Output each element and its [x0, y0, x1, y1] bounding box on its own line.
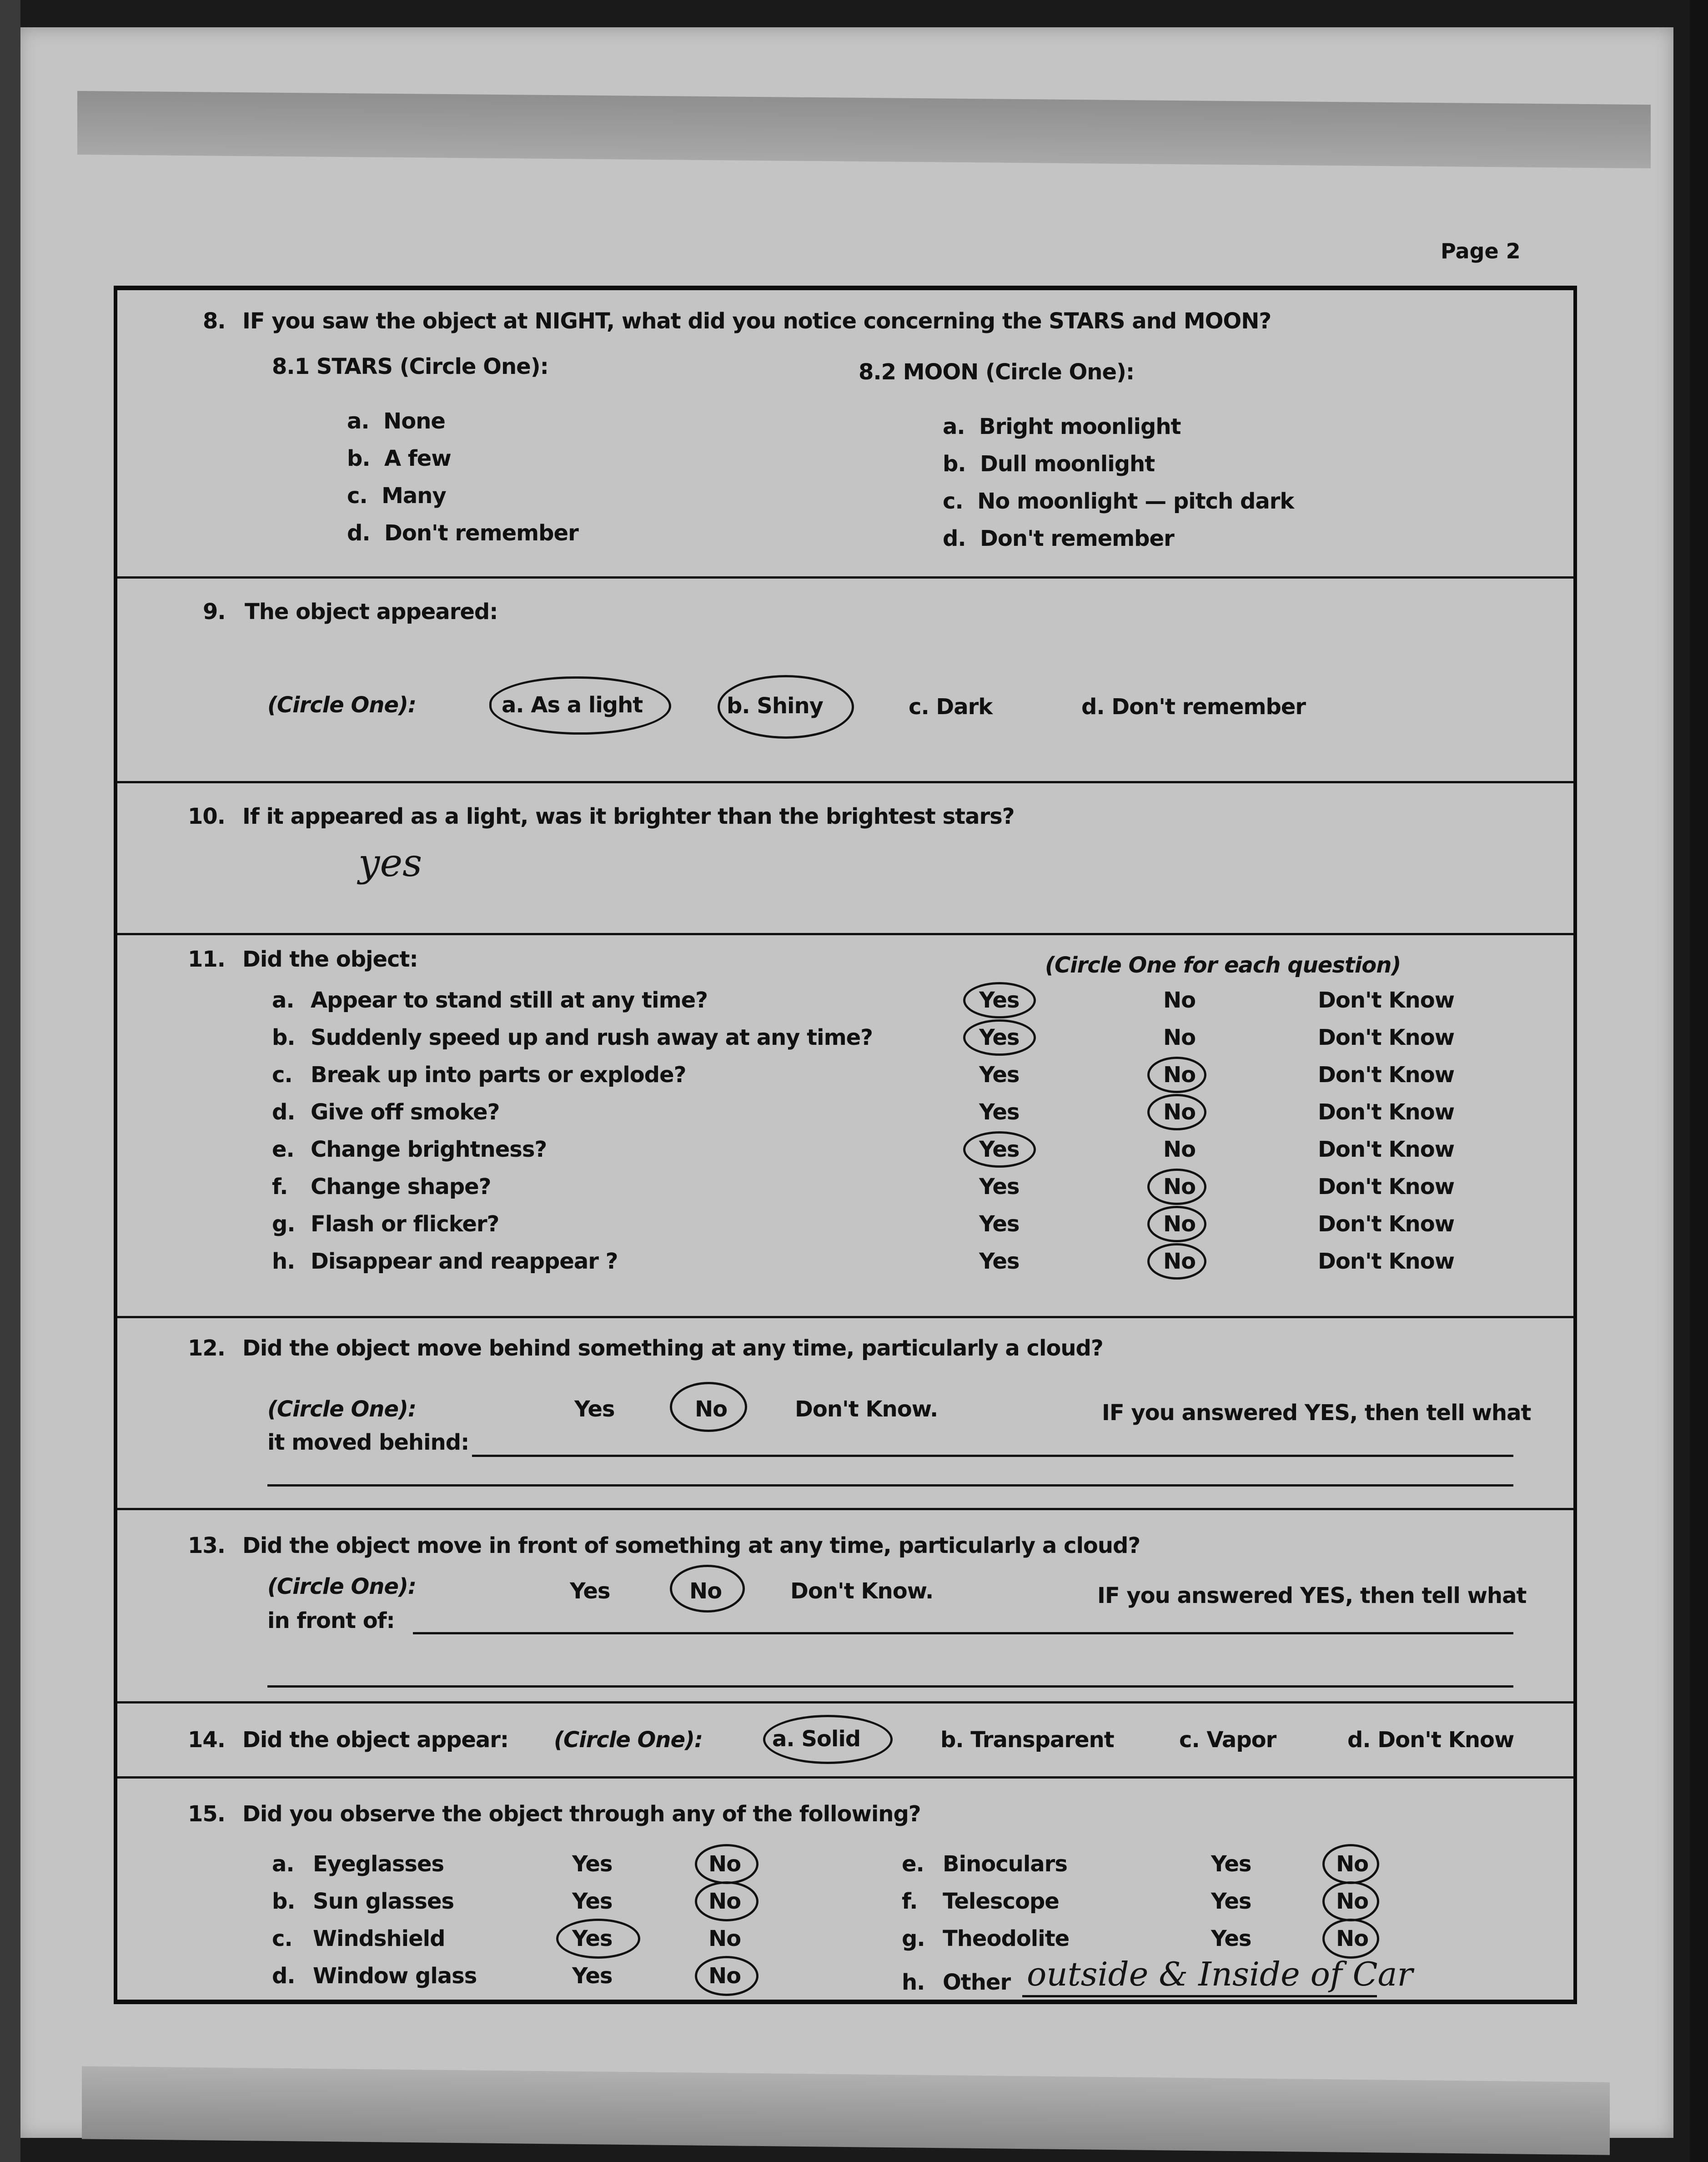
q15-item-label: Binoculars — [943, 1851, 1067, 1877]
q15-choice-no[interactable]: No — [1336, 1926, 1369, 1951]
q12-instruction: (Circle One): — [267, 1396, 417, 1422]
q11-item-question: Change shape? — [311, 1174, 491, 1199]
option-letter: d. — [347, 520, 370, 546]
q15-item-label: Windshield — [313, 1926, 445, 1951]
q15-choice-yes[interactable]: Yes — [1211, 1926, 1251, 1951]
q11-instruction: (Circle One for each question) — [1045, 952, 1401, 978]
q14-option-b[interactable]: b. Transparent — [940, 1727, 1114, 1753]
q9-option-b[interactable]: b. Shiny — [727, 693, 823, 719]
question-14-section — [117, 1703, 1573, 1779]
q13-choice-dont-know[interactable]: Don't Know. — [790, 1578, 934, 1604]
q11-choice-no[interactable]: No — [1163, 988, 1196, 1013]
q13-answer-line-2[interactable] — [267, 1685, 1513, 1688]
q11-item-letter: h. — [272, 1249, 295, 1274]
q12-choice-no[interactable]: No — [695, 1396, 728, 1422]
q11-choice-yes[interactable]: Yes — [979, 1099, 1020, 1125]
q11-question: Did the object: — [242, 947, 418, 972]
q13-choice-yes[interactable]: Yes — [570, 1578, 610, 1604]
q15-item-letter: g. — [902, 1926, 925, 1951]
scan-shadow-bottom — [82, 2066, 1610, 2155]
q15-item-letter: c. — [272, 1926, 292, 1951]
q11-item-question: Disappear and reappear ? — [311, 1249, 618, 1274]
q10-number: 10. — [188, 804, 226, 829]
q11-choice-yes[interactable]: Yes — [979, 1137, 1020, 1162]
q15-choice-yes[interactable]: Yes — [572, 1889, 613, 1914]
q9-option-d[interactable]: d. Don't remember — [1081, 694, 1306, 720]
option-text: Bright moonlight — [979, 414, 1181, 439]
q11-item-question: Suddenly speed up and rush away at any time? — [311, 1025, 873, 1050]
question-12-section — [117, 1318, 1573, 1510]
option-letter: b. — [943, 451, 966, 477]
q11-choice-dont-know[interactable]: Don't Know — [1318, 1137, 1455, 1162]
scan-edge-left — [0, 0, 20, 2162]
stars-option-c[interactable] — [347, 483, 446, 509]
q11-item-question: Appear to stand still at any time? — [311, 988, 708, 1013]
q14-option-c[interactable]: c. Vapor — [1179, 1727, 1276, 1753]
q8-number: 8. — [203, 308, 226, 334]
q15-choice-no[interactable]: No — [708, 1889, 741, 1914]
moon-option-a[interactable] — [943, 414, 1181, 439]
q14-option-d[interactable]: d. Don't Know — [1347, 1727, 1514, 1753]
q11-number: 11. — [188, 947, 226, 972]
q13-choice-no[interactable]: No — [689, 1578, 722, 1604]
question-13-section — [117, 1510, 1573, 1703]
q15-other-line — [1022, 1995, 1377, 1997]
q10-answer[interactable]: yes — [358, 841, 422, 885]
q11-choice-no[interactable]: No — [1163, 1062, 1196, 1088]
q11-choice-dont-know[interactable]: Don't Know — [1318, 1249, 1455, 1274]
q15-item-letter: b. — [272, 1889, 295, 1914]
q15-choice-yes[interactable]: Yes — [1211, 1851, 1251, 1877]
q11-item-letter: b. — [272, 1025, 295, 1050]
question-8-section — [117, 290, 1573, 579]
q8-question: IF you saw the object at NIGHT, what did you notice concerning the STARS and MOON? — [242, 308, 1271, 334]
q11-choice-dont-know[interactable]: Don't Know — [1318, 1099, 1455, 1125]
q11-choice-dont-know[interactable]: Don't Know — [1318, 988, 1455, 1013]
q15-item-label: Telescope — [943, 1889, 1059, 1914]
q15-item-label: Window glass — [313, 1963, 477, 1989]
q12-followup: IF you answered YES, then tell what — [1102, 1400, 1531, 1426]
option-letter: a. — [347, 408, 369, 434]
q12-answer-line-1[interactable] — [472, 1455, 1513, 1457]
q15-question: Did you observe the object through any of the following? — [242, 1801, 921, 1827]
q14-option-a[interactable]: a. Solid — [772, 1726, 861, 1752]
q11-choice-no[interactable]: No — [1163, 1025, 1196, 1050]
q14-number: 14. — [188, 1727, 226, 1753]
q11-item-question: Change brightness? — [311, 1137, 547, 1162]
q11-choice-yes[interactable]: Yes — [979, 1062, 1020, 1088]
moon-option-b[interactable] — [943, 451, 1155, 477]
q15-number: 15. — [188, 1801, 226, 1827]
q13-instruction: (Circle One): — [267, 1574, 417, 1599]
q15-choice-no[interactable]: No — [1336, 1889, 1369, 1914]
q15-item-label: Eyeglasses — [313, 1851, 444, 1877]
q11-item-letter: a. — [272, 988, 294, 1013]
q11-choice-no[interactable]: No — [1163, 1249, 1196, 1274]
q11-choice-yes[interactable]: Yes — [979, 1174, 1020, 1199]
page-number: Page 2 — [1441, 239, 1521, 263]
option-text: No moonlight — pitch dark — [977, 489, 1294, 514]
q11-item-question: Give off smoke? — [311, 1099, 500, 1125]
stars-option-b[interactable] — [347, 446, 451, 471]
q11-item-letter: e. — [272, 1137, 294, 1162]
q15-choice-yes[interactable]: Yes — [1211, 1889, 1251, 1914]
q15-choice-no[interactable]: No — [708, 1851, 741, 1877]
q12-followup-label: it moved behind: — [267, 1430, 469, 1455]
q11-choice-no[interactable]: No — [1163, 1099, 1196, 1125]
q15-item-letter: d. — [272, 1963, 295, 1989]
q11-item-question: Break up into parts or explode? — [311, 1062, 686, 1088]
q15-other-label: Other — [943, 1970, 1011, 1995]
option-text: Dull moonlight — [980, 451, 1155, 477]
q11-choice-dont-know[interactable]: Don't Know — [1318, 1062, 1455, 1088]
stars-option-d[interactable] — [347, 520, 578, 546]
q12-number: 12. — [188, 1336, 226, 1361]
q15-item-letter: a. — [272, 1851, 294, 1877]
option-letter: a. — [943, 414, 965, 439]
q11-item-question: Flash or flicker? — [311, 1211, 499, 1237]
q15-item-label: Theodolite — [943, 1926, 1070, 1951]
q12-answer-line-2[interactable] — [267, 1484, 1513, 1487]
q13-question: Did the object move in front of something at any time, particularly a cloud? — [242, 1533, 1140, 1558]
q12-question: Did the object move behind something at any time, particularly a cloud? — [242, 1336, 1103, 1361]
scan-edge-right — [1690, 0, 1708, 2162]
q15-item-letter: e. — [902, 1851, 924, 1877]
question-9-section — [117, 579, 1573, 783]
q9-option-c[interactable]: c. Dark — [909, 694, 993, 720]
q12-choice-yes[interactable]: Yes — [574, 1396, 615, 1422]
questionnaire-form — [114, 286, 1577, 2004]
q15-choice-no[interactable]: No — [708, 1926, 741, 1951]
option-text: Don't remember — [980, 526, 1174, 551]
q15-other-letter: h. — [902, 1970, 925, 1995]
option-letter: d. — [943, 526, 966, 551]
q11-item-letter: c. — [272, 1062, 292, 1088]
question-11-section — [117, 935, 1573, 1318]
moon-option-c[interactable] — [943, 489, 1294, 514]
q11-choice-yes[interactable]: Yes — [979, 1025, 1020, 1050]
q11-choice-dont-know[interactable]: Don't Know — [1318, 1025, 1455, 1050]
q11-item-letter: f. — [272, 1174, 288, 1199]
q13-number: 13. — [188, 1533, 226, 1558]
option-text: None — [383, 408, 445, 434]
q13-answer-line-1[interactable] — [413, 1632, 1513, 1634]
q9-question: The object appeared: — [245, 599, 498, 625]
option-letter: c. — [943, 489, 963, 514]
q10-question: If it appeared as a light, was it brighter than the brightest stars? — [242, 804, 1015, 829]
q11-choice-yes[interactable]: Yes — [979, 1211, 1020, 1237]
q15-choice-yes[interactable]: Yes — [572, 1963, 613, 1989]
q14-question: Did the object appear: — [242, 1727, 509, 1753]
q9-option-a[interactable]: a. As a light — [502, 692, 643, 718]
q11-item-letter: g. — [272, 1211, 295, 1237]
stars-label: 8.1 STARS (Circle One): — [272, 354, 548, 379]
option-letter: b. — [347, 446, 370, 471]
q11-choice-dont-know[interactable]: Don't Know — [1318, 1211, 1455, 1237]
moon-label: 8.2 MOON (Circle One): — [859, 359, 1135, 385]
option-letter: c. — [347, 483, 367, 509]
q15-choice-yes[interactable]: Yes — [572, 1851, 613, 1877]
q11-choice-yes[interactable]: Yes — [979, 1249, 1020, 1274]
q11-choice-dont-know[interactable]: Don't Know — [1318, 1174, 1455, 1199]
option-text: Don't remember — [384, 520, 578, 546]
q15-item-letter: f. — [902, 1889, 918, 1914]
q15-choice-no[interactable]: No — [1336, 1851, 1369, 1877]
q15-item-label: Sun glasses — [313, 1889, 454, 1914]
moon-option-d[interactable] — [943, 526, 1174, 551]
q15-choice-no[interactable]: No — [708, 1963, 741, 1989]
q15-choice-yes[interactable]: Yes — [572, 1926, 613, 1951]
q11-choice-no[interactable]: No — [1163, 1137, 1196, 1162]
q11-choice-no[interactable]: No — [1163, 1174, 1196, 1199]
question-15-section — [117, 1779, 1573, 2006]
q11-item-letter: d. — [272, 1099, 295, 1125]
option-text: Many — [382, 483, 446, 509]
q11-choice-yes[interactable]: Yes — [979, 988, 1020, 1013]
question-10-section — [117, 783, 1573, 935]
q13-followup: IF you answered YES, then tell what — [1097, 1583, 1527, 1608]
q9-instruction: (Circle One): — [267, 692, 417, 718]
q9-number: 9. — [203, 599, 226, 625]
q13-followup-label: in front of: — [267, 1608, 395, 1633]
stars-option-a[interactable] — [347, 408, 445, 434]
q12-choice-dont-know[interactable]: Don't Know. — [795, 1396, 938, 1422]
q14-instruction: (Circle One): — [554, 1727, 703, 1753]
option-text: A few — [384, 446, 451, 471]
q11-choice-no[interactable]: No — [1163, 1211, 1196, 1237]
q15-other-value[interactable]: outside & Inside of Car — [1027, 1955, 1413, 1993]
